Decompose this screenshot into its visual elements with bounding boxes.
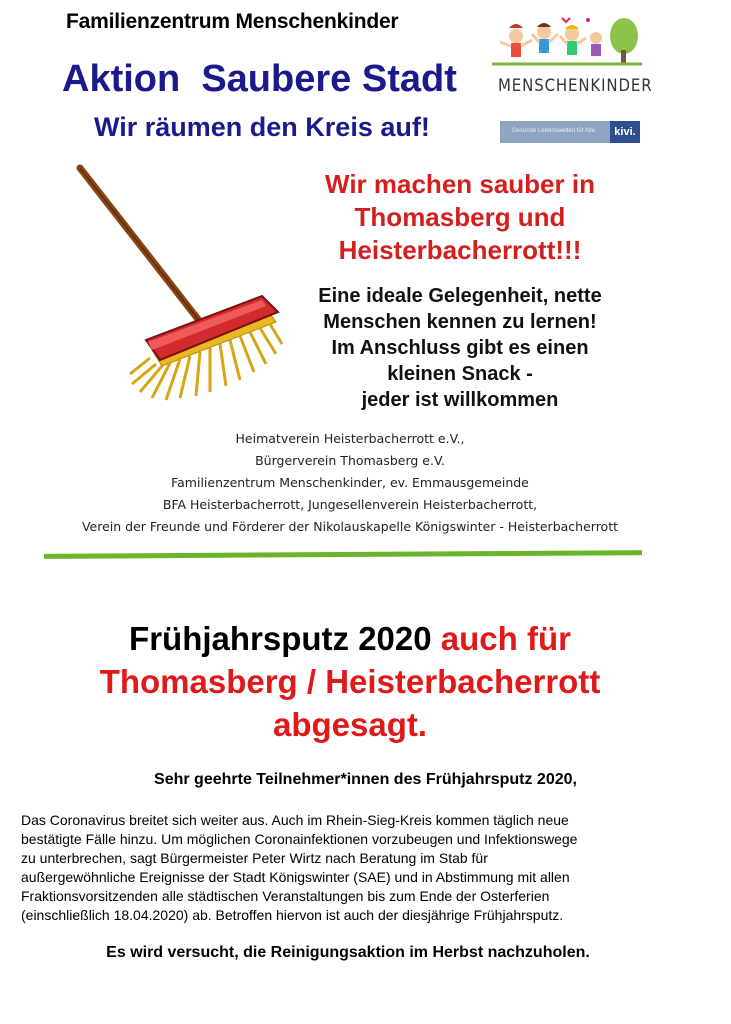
invitation-line: jeder ist willkommen [361, 389, 559, 411]
closing-statement: Es wird versucht, die Reinigungsaktion im Herbst nachzuholen. [106, 944, 590, 961]
heading-black-part: Frühjahrsputz 2020 [129, 620, 441, 657]
organization-header: Familienzentrum Menschenkinder [66, 10, 399, 33]
cancellation-heading-line2: Thomasberg / Heisterbacherrott [99, 663, 601, 700]
heading-red-part: auch für [440, 620, 571, 657]
kivi-banner [500, 121, 640, 143]
cancellation-heading-line3: abgesagt. [272, 706, 428, 743]
kivi-badge: kivi. [610, 121, 640, 143]
invitation-line: Eine ideale Gelegenheit, nette [318, 285, 602, 307]
body-text-line: außergewöhnliche Ereignisse der Stadt Königswinter (SAE) und in Abstimmung mit allen [21, 869, 570, 885]
cancellation-heading-line1 [0, 618, 700, 660]
children-illustration-icon [492, 14, 642, 76]
campaign-subtitle: Wir räumen den Kreis auf! [94, 112, 430, 142]
headline-red-line: Wir machen sauber in [325, 169, 595, 199]
campaign-title: Aktion Saubere Stadt [62, 58, 457, 100]
invitation-line: Im Anschluss gibt es einen [331, 337, 589, 359]
body-text-line: Das Coronavirus breitet sich weiter aus. Auch im Rhein-Sieg-Kreis kommen täglich neue [21, 812, 569, 828]
headline-red-line: Heisterbacherrott!!! [338, 235, 582, 265]
supporter-line: Bürgerverein Thomasberg e.V. [255, 453, 445, 468]
headline-red-line: Thomasberg und [354, 202, 566, 232]
supporter-line: Verein der Freunde und Förderer der Nikolauskapelle Königswinter - Heisterbacherrott [81, 519, 619, 534]
invitation-line: Menschen kennen zu lernen! [323, 311, 597, 333]
logo-wordmark: MENSCHENKINDER [498, 76, 653, 96]
greeting: Sehr geehrte Teilnehmer*innen des Frühjahrsputz 2020, [154, 771, 577, 788]
supporter-line: Heimatverein Heisterbacherrott e.V., [235, 431, 465, 446]
body-text-line: bestätigte Fälle hinzu. Um möglichen Coronainfektionen vorzubeugen und Infektionswege [21, 831, 578, 847]
menschenkinder-logo [492, 14, 653, 144]
body-text-line: zu unterbrechen, sagt Bürgermeister Peter Wirtz nach Beratung im Stab für [21, 850, 488, 866]
body-text-line: Fraktionsvorsitzenden alle städtischen Veranstaltungen bis zum Ende der Osterferien [21, 888, 550, 904]
body-text-line: (einschließlich 18.04.2020) ab. Betroffen hiervon ist auch der diesjährige Frühjahrsputz. [21, 907, 564, 923]
supporter-line: Familienzentrum Menschenkinder, ev. Emmausgemeinde [171, 475, 529, 490]
invitation-line: kleinen Snack - [387, 363, 533, 385]
kivi-tagline: Gesunde Lebenswelten für Alle [512, 128, 596, 134]
supporter-line: BFA Heisterbacherrott, Jungesellenverein Heisterbacherrott, [162, 497, 538, 512]
green-divider [44, 550, 642, 559]
